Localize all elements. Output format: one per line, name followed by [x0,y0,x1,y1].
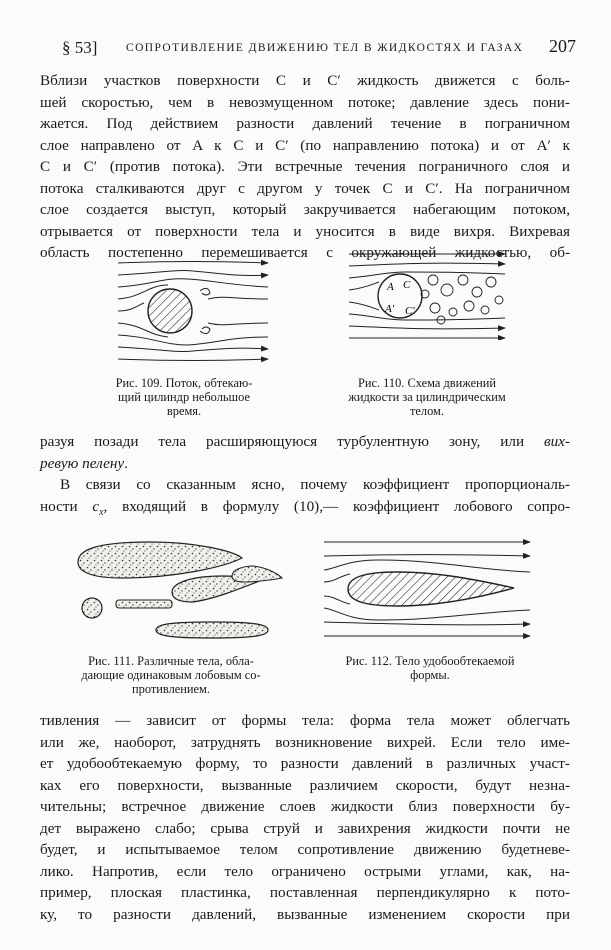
caption-line: дающие одинаковым лобовым со- [81,668,261,682]
caption-line: Рис. 109. Поток, обтекаю- [115,376,253,390]
text-line: C и C′ (против потока). Эти встречные течения пограничного слоя и [40,158,570,175]
caption-line: телом. [410,404,444,418]
text-line: шей скоростью, чем в невозмущенном потоке; давление здесь пони- [40,93,570,111]
text-line: дет выражено слабо; срыва струй и завихрения жидкости почти не [40,819,570,837]
text-line: отрывается от поверхности тела и уносится в виде вихря. Вихревая [40,222,570,240]
text-line: или же, наоборот, затруднять возникновение вихрей. Если тело име- [40,733,570,751]
caption-line: жидкости за цилиндрическим [348,390,506,404]
variable-subscript: x [99,506,104,518]
text-line: лико. Напротив, если тело ограничено острыми углами, как, на- [40,862,570,880]
caption-line: время. [166,404,202,418]
text-line [40,496,570,524]
figure-112-caption [312,654,548,682]
text-line: В связи со сказанным ясно, почему коэффициент пропорциональ- [60,476,570,493]
text-line: чительны; встречное движение слоев жидкости близ поверхности бу- [40,798,570,815]
caption-line: Рис. 111. Различные тела, обла- [88,654,254,668]
emphasis-text: вих- [544,433,570,450]
text-run: разуя позади тела расширяющуюся турбулентную зону, или [40,433,544,450]
label-A: A [387,281,394,293]
figure-110-wake-scheme [345,250,510,340]
text-line: ет удобообтекаемую форму, то разности давлений в различных участ- [40,755,570,772]
text-line: будет, и испытываемое телом сопротивление движению будетневе- [40,841,570,858]
figure-109-caption [84,376,284,418]
text-line: Вблизи участков поверхности C и C′ жидкость движется с боль- [40,72,570,89]
figure-111-bodies-equal-drag [72,538,292,648]
figure-111-caption [55,654,287,696]
text-line: слое направлено от A к C и C′ (по направлению потока) и от A′ к [40,136,570,154]
page-number: 207 [549,36,576,56]
label-C: C [403,279,411,291]
paragraph-1 [40,70,570,264]
label-A-prime: A′ [385,303,395,315]
figure-110-caption [322,376,532,418]
caption-line: формы. [410,668,450,682]
label-C-prime: C′ [405,305,415,317]
paragraph-3 [40,710,570,925]
text-line: пример, плоская пластинка, поставленная перпендикулярно к пото- [40,884,570,901]
text-line: область постепенно перемешивается с окружающей жидкостью, об- [40,244,570,261]
text-line: потока сталкиваются друг с другом у точек C и C′. На пограничном [40,179,570,197]
text-line: жается. Под действием разности давлений течение в пограничном [40,115,570,132]
paragraph-2 [40,431,570,523]
figure-109-flow-around-cylinder [108,255,278,365]
emphasis-text: ревую пелену [40,454,125,472]
variable-c: c [92,497,100,515]
page-header [62,36,576,60]
text-line: ках его поверхности, вызванные различием скорости, будут незна- [40,776,570,794]
text-line [40,431,570,453]
caption-line: Рис. 112. Тело удобообтекаемой [345,654,515,668]
figure-112-streamlined-body [318,536,538,644]
text-run: . [124,454,128,472]
text-line: ку, то разности давлений, вызванные изменением скорости при [40,905,570,923]
text-line: тивления — зависит от формы тела: форма тела может облегчать [40,712,570,729]
running-title: СОПРОТИВЛЕНИЕ ДВИЖЕНИЮ ТЕЛ В ЖИДКОСТЯХ И ГАЗАХ [126,42,524,54]
text-run: , входящий в формулу (10),— коэффициент лобового сопро- [103,497,571,515]
text-line: слое создается выступ, который закручивается набегающим потоком, [40,201,570,218]
text-line [40,453,570,475]
caption-line: противлением. [132,682,210,696]
text-run: ности [40,497,93,515]
section-number: § 53] [62,38,98,57]
caption-line: щий цилиндр небольшое [118,390,250,404]
caption-line: Рис. 110. Схема движений [357,376,497,390]
